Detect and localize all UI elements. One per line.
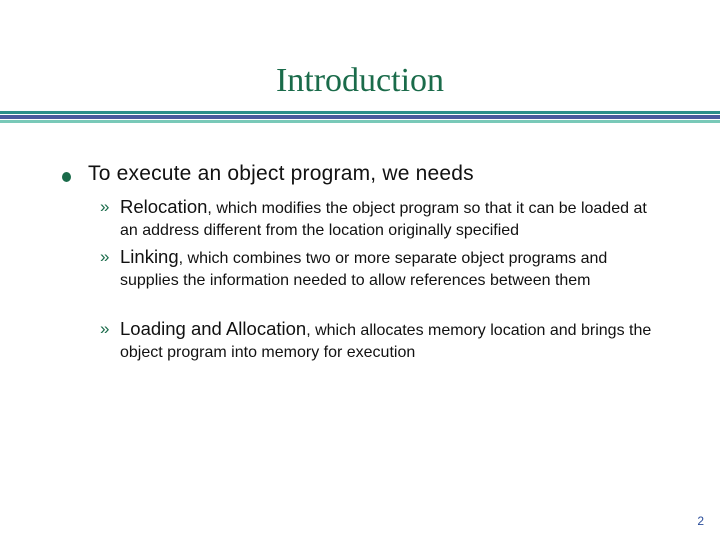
main-bullet-text: To execute an object program, we needs — [88, 162, 474, 185]
sub-item-relocation — [100, 196, 660, 242]
slide-title: Introduction — [275, 62, 445, 99]
sub-item-description: , which combines two or more separate object programs and supplies the information needed to allow references between them — [120, 250, 608, 289]
title-rule-bottom — [0, 120, 720, 123]
sub-bullet-marker: » — [100, 197, 110, 216]
sub-item-term: Linking — [120, 246, 179, 267]
sub-item-description: , which allocates memory location and brings the object program into memory for execution — [120, 322, 652, 361]
sub-item-loading-allocation — [100, 318, 660, 364]
sub-bullet-marker: » — [100, 247, 110, 266]
sub-item-description: , which modifies the object program so that it can be loaded at an address different from the location originally specified — [120, 200, 647, 239]
title-rule-top — [0, 111, 720, 114]
page-number: 2 — [697, 514, 704, 528]
sub-bullet-marker: » — [100, 319, 110, 338]
title-rule-middle — [0, 115, 720, 119]
sub-item-term: Relocation — [120, 196, 208, 217]
sub-item-linking — [100, 246, 660, 292]
bullet-dot-icon — [62, 172, 71, 182]
sub-item-term: Loading and Allocation — [120, 318, 307, 339]
